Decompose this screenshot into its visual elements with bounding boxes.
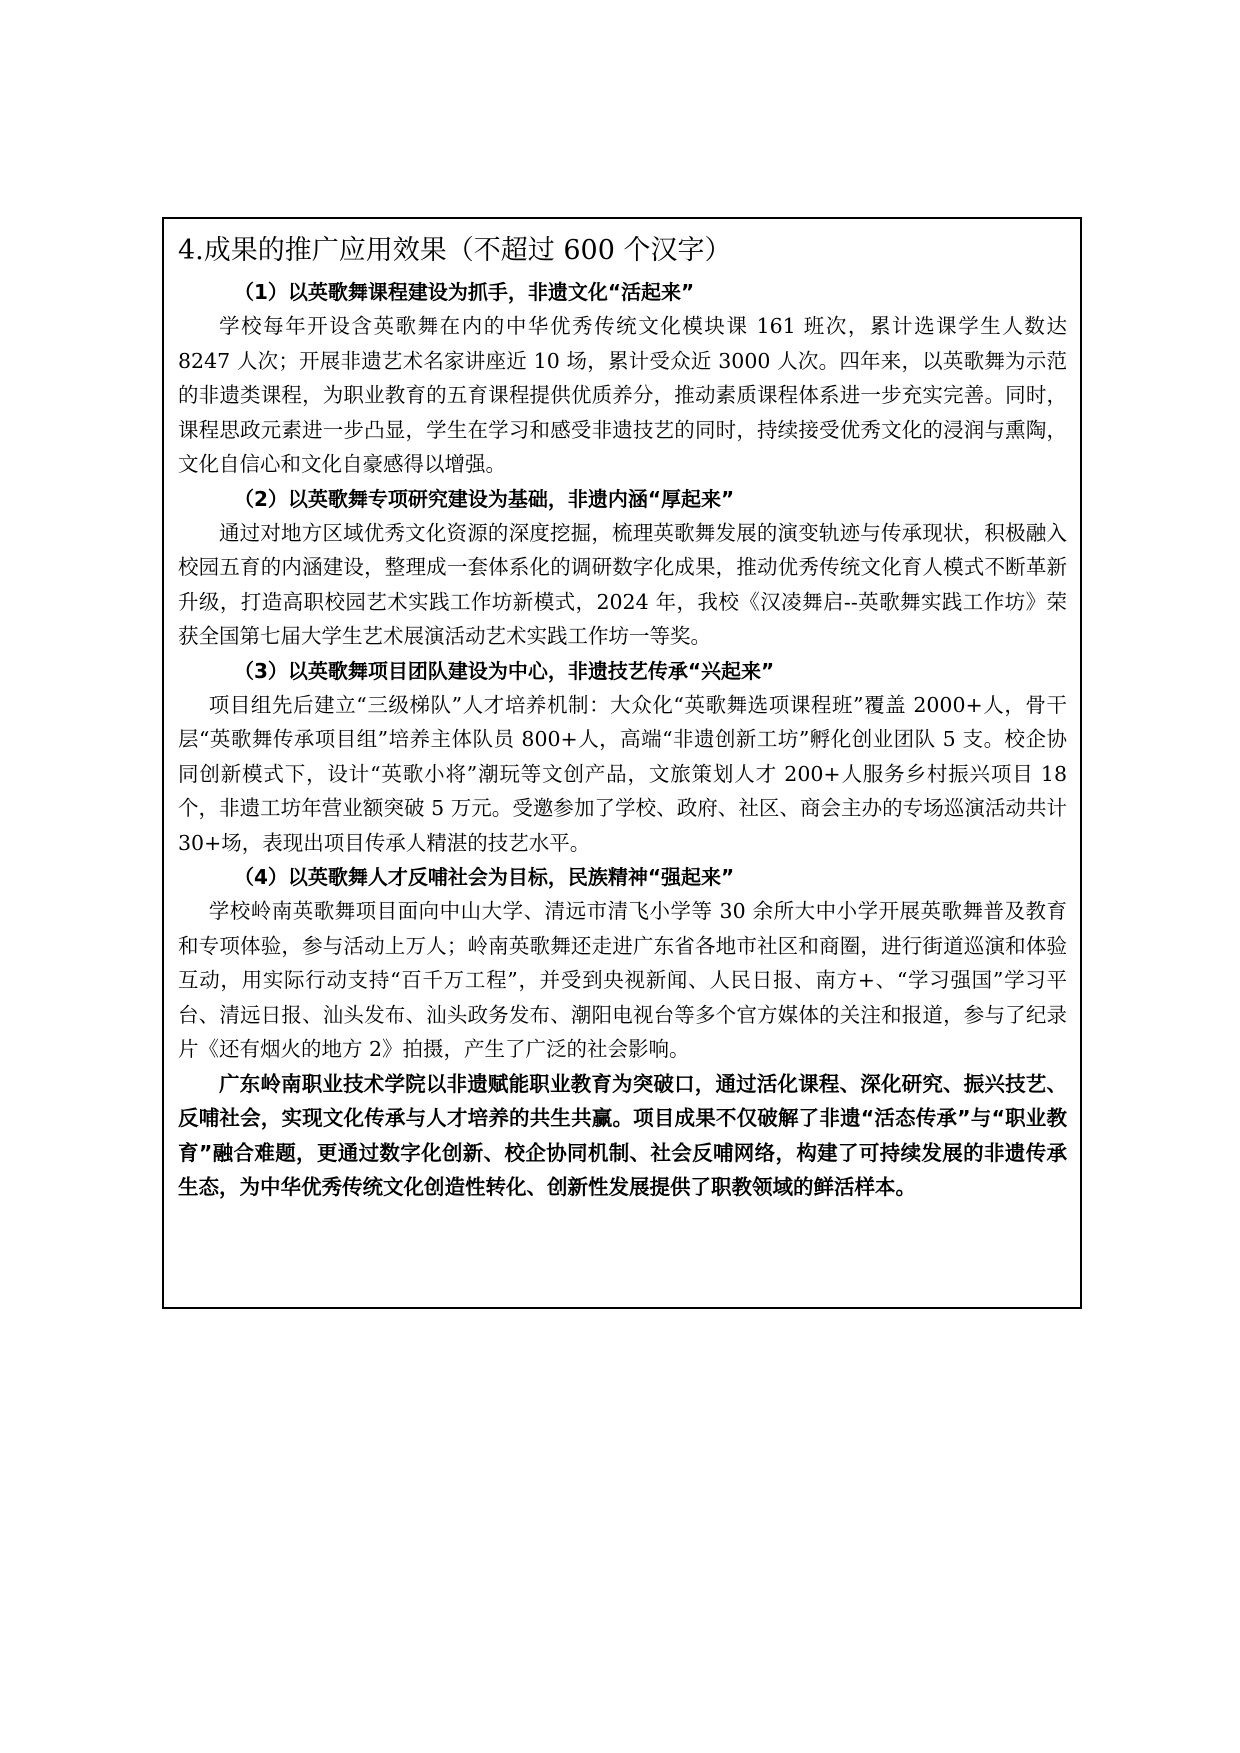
subsection-heading-1: （1）以英歌舞课程建设为抓手，非遗文化“活起来” <box>234 280 695 304</box>
subsection-body-2: 通过对地方区域优秀文化资源的深度挖掘，梳理英歌舞发展的演变轨迹与传承现状，积极融入校园五育的内涵建设，整理成一套体系化的调研数字化成果，推动优秀传统文化育人模式不断革新升级，打造高职校园艺术实践工作坊新模式，2024 年，我校《汉凌舞启--英歌舞实践工作坊》荣获全国第七届大学生艺术展演活动艺术实践工作坊一等奖。 <box>178 520 1067 648</box>
subsection-body-4: 学校岭南英歌舞项目面向中山大学、清远市清飞小学等 30 余所大中小学开展英歌舞普及教育和专项体验，参与活动上万人；岭南英歌舞还走进广东省各地市社区和商圈，进行街道巡演和体验互动，用实际行动支持“百千万工程”，并受到央视新闻、人民日报、南方+、“学习强国”学习平台、清远日报、汕头发布、汕头政务发布、潮阳电视台等多个官方媒体的关注和报道，参与了纪录片《还有烟火的地方 2》拍摄，产生了广泛的社会影响。 <box>178 899 1067 1061</box>
content-table-cell <box>162 217 1082 1309</box>
summary-paragraph: 广东岭南职业技术学院以非遗赋能职业教育为突破口，通过活化课程、深化研究、振兴技艺、反哺社会，实现文化传承与人才培养的共生共赢。项目成果不仅破解了非遗“活态传承”与“职业教育”融合难题，更通过数字化创新、校企协同机制、社会反哺网络，构建了可持续发展的非遗传承生态，为中华优秀传统文化创造性转化、创新性发展提供了职教领域的鲜活样本。 <box>178 1071 1067 1199</box>
subsection-body-1: 学校每年开设含英歌舞在内的中华优秀传统文化模块课 161 班次，累计选课学生人数达 8247 人次；开展非遗艺术名家讲座近 10 场，累计受众近 3000 人次。四年来，以英歌舞为示范的非遗类课程，为职业教育的五育课程提供优质养分，推动素质课程体系进一步充实完善。同时，课程思政元素进一步凸显，学生在学习和感受非遗技艺的同时，持续接受优秀文化的浸润与熏陶，文化自信心和文化自豪感得以增强。 <box>178 314 1067 476</box>
subsection-body-3: 项目组先后建立“三级梯队”人才培养机制：大众化“英歌舞选项课程班”覆盖 2000+人，骨干层“英歌舞传承项目组”培养主体队员 800+人，高端“非遗创新工坊”孵化创业团队 5 支。校企协同创新模式下，设计“英歌小将”潮玩等文创产品，文旅策划人才 200+人服务乡村振兴项目 18 个，非遗工坊年营业额突破 5 万元。受邀参加了学校、政府、社区、商会主办的专场巡演活动共计 30+场，表现出项目传承人精湛的技艺水平。 <box>178 692 1067 855</box>
subsection-heading-4: （4）以英歌舞人才反哺社会为目标，民族精神“强起来” <box>234 865 735 889</box>
section-title: 4.成果的推广应用效果（不超过 600 个汉字） <box>178 235 732 266</box>
subsection-heading-3: （3）以英歌舞项目团队建设为中心，非遗技艺传承“兴起来” <box>234 658 775 683</box>
subsection-heading-2: （2）以英歌舞专项研究建设为基础，非遗内涵“厚起来” <box>234 486 735 511</box>
